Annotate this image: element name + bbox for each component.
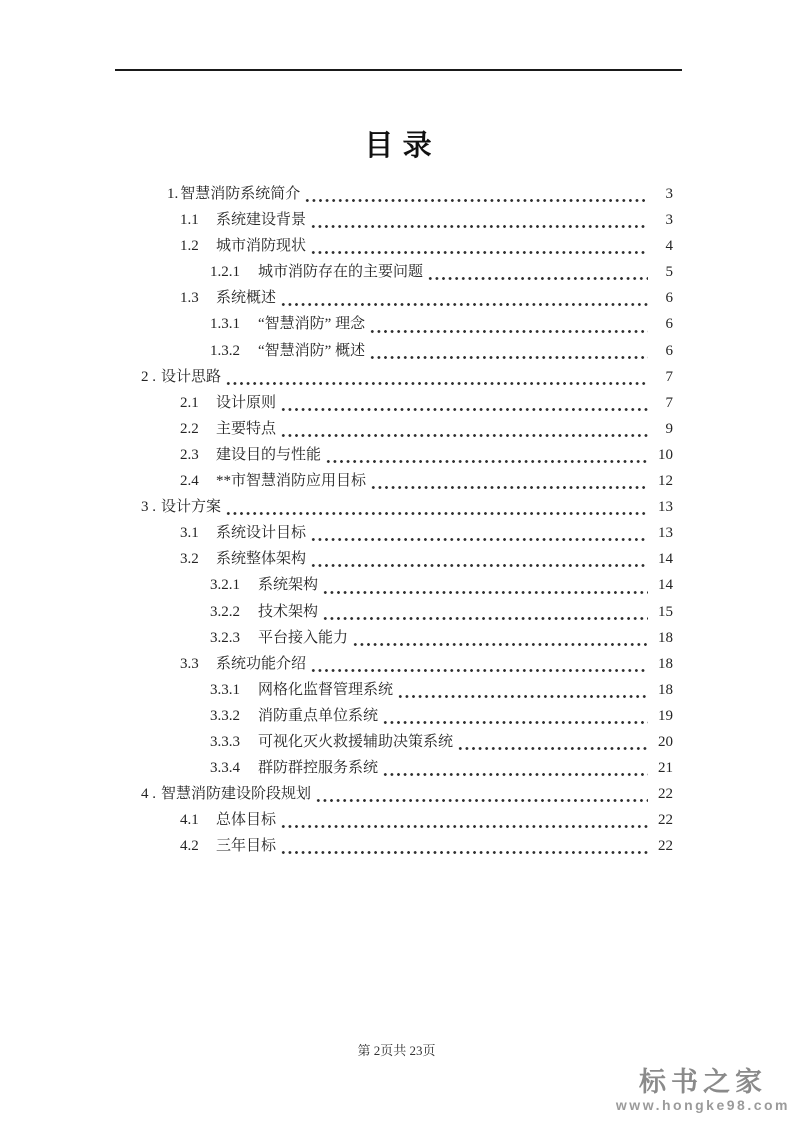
toc-entry-label: 城市消防现状: [216, 238, 307, 255]
toc-entry: [120, 207, 673, 233]
toc-entry-number: 2.2: [180, 420, 199, 437]
toc-entry-page: 22: [658, 838, 673, 855]
toc-dot-leader: [315, 781, 648, 807]
toc-entry-number: 3.2.1: [210, 577, 240, 594]
toc-entry-number: 4.2: [180, 838, 199, 855]
toc-entry-number: 4.1: [180, 812, 199, 829]
toc-entry-page: 20: [658, 733, 673, 750]
toc-dot-leader: [427, 259, 648, 285]
toc-entry-label: 主要特点: [216, 420, 277, 437]
toc-entry: [120, 181, 673, 207]
toc-entry-page: 3: [665, 186, 673, 202]
toc-entry-label: 消防重点单位系统: [258, 707, 379, 724]
toc-entry-page: 22: [658, 812, 673, 829]
toc-entry-label: 总体目标: [216, 812, 277, 829]
toc-entry: [120, 259, 673, 285]
toc-entry-page: 14: [658, 551, 673, 568]
toc-entry: [120, 703, 673, 729]
toc-entry-page: 7: [665, 394, 673, 411]
toc-entry: [120, 338, 673, 364]
toc-entry-page: 5: [665, 264, 673, 281]
toc-entry: [120, 233, 673, 259]
toc-entry-number: 1.1: [180, 212, 199, 229]
toc-entry: [120, 285, 673, 311]
toc-entry: [120, 311, 673, 337]
toc-entry-page: 14: [658, 577, 673, 594]
toc-entry-number: 4 .: [141, 786, 156, 803]
toc-entry: [120, 572, 673, 598]
toc-entry-label: 系统架构: [258, 577, 319, 594]
toc-entry-page: 18: [658, 629, 673, 646]
toc-entry-number: 1.2.1: [210, 264, 240, 281]
toc-entry: [120, 416, 673, 442]
toc-entry-label: “智慧消防” 概述: [258, 342, 366, 359]
toc-dot-leader: [369, 311, 648, 337]
toc-entry: [120, 755, 673, 781]
toc-entry-number: 3.3.1: [210, 681, 240, 698]
toc-entry-label: 系统概述: [216, 290, 277, 307]
toc-entry-page: 6: [665, 316, 673, 333]
toc-entry-page: 18: [658, 681, 673, 698]
toc-dot-leader: [310, 546, 648, 572]
toc-entry-number: 3 .: [141, 499, 156, 516]
toc-entry-page: 13: [658, 525, 673, 542]
toc-dot-leader: [457, 729, 648, 755]
toc-list: [120, 181, 673, 859]
toc-entry-number: 1.3.2: [210, 342, 240, 359]
toc-entry: [120, 781, 673, 807]
toc-entry-label: 系统整体架构: [216, 551, 307, 568]
toc-entry-page: 3: [665, 212, 673, 229]
toc-entry-number: 3.2: [180, 551, 199, 568]
toc-entry-label: 可视化灭火救援辅助决策系统: [258, 733, 454, 750]
toc-dot-leader: [304, 181, 648, 207]
toc-entry-label: 设计方案: [161, 499, 222, 516]
toc-entry-page: 12: [658, 473, 673, 490]
toc-entry: [120, 546, 673, 572]
toc-entry-page: 10: [658, 446, 673, 463]
toc-entry-number: 3.3.2: [210, 707, 240, 724]
toc-entry-page: 21: [658, 760, 673, 777]
toc-entry-label: 智慧消防系统简介: [180, 186, 301, 202]
toc-entry-label: 系统功能介绍: [216, 655, 307, 672]
watermark: [616, 1068, 790, 1113]
toc-entry: [120, 364, 673, 390]
toc-entry-page: 13: [658, 499, 673, 516]
toc-entry-label: 网格化监督管理系统: [258, 681, 394, 698]
toc-entry-number: 2.4: [180, 473, 199, 490]
toc-entry: [120, 677, 673, 703]
toc-entry-page: 18: [658, 655, 673, 672]
toc-entry: [120, 651, 673, 677]
toc-entry-label: 群防群控服务系统: [258, 760, 379, 777]
toc-dot-leader: [322, 599, 648, 625]
toc-entry-label: 系统设计目标: [216, 525, 307, 542]
toc-entry-label: “智慧消防” 理念: [258, 316, 366, 333]
toc-entry-label: 平台接入能力: [258, 629, 349, 646]
toc-entry-label: 智慧消防建设阶段规划: [161, 786, 312, 803]
toc-entry-number: 1.3: [180, 290, 199, 307]
toc-dot-leader: [310, 233, 648, 259]
toc-entry-number: 3.3.3: [210, 733, 240, 750]
toc-entry-page: 15: [658, 603, 673, 620]
toc-entry: [120, 833, 673, 859]
toc-entry: [120, 599, 673, 625]
toc-dot-leader: [280, 390, 648, 416]
toc-dot-leader: [325, 442, 648, 468]
toc-entry-page: 6: [665, 342, 673, 359]
toc-entry-page: 19: [658, 707, 673, 724]
toc-dot-leader: [369, 338, 648, 364]
toc-dot-leader: [280, 833, 648, 859]
toc-entry-label: 系统建设背景: [216, 212, 307, 229]
toc-entry: [120, 729, 673, 755]
toc-entry-label: 设计思路: [161, 368, 222, 385]
toc-dot-leader: [310, 520, 648, 546]
toc-dot-leader: [382, 703, 648, 729]
toc-entry: [120, 520, 673, 546]
toc-entry-number: 3.2.3: [210, 629, 240, 646]
toc-dot-leader: [225, 494, 648, 520]
toc-entry-label: 技术架构: [258, 603, 319, 620]
toc-dot-leader: [280, 416, 648, 442]
watermark-url: www.hongke98.com: [615, 1097, 790, 1113]
toc-entry: [120, 494, 673, 520]
toc-entry-label: 建设目的与性能: [216, 446, 322, 463]
toc-entry-number: 1.2: [180, 238, 199, 255]
toc-dot-leader: [310, 207, 648, 233]
toc-entry-page: 4: [665, 238, 673, 255]
toc-entry-number: 3.3: [180, 655, 199, 672]
toc-entry: [120, 807, 673, 833]
toc-entry: [120, 625, 673, 651]
watermark-brand: 标书之家: [638, 1066, 767, 1097]
toc-entry: [120, 468, 673, 494]
toc-entry-number: 2.3: [180, 446, 199, 463]
toc-dot-leader: [370, 468, 648, 494]
toc-entry-number: 3.3.4: [210, 760, 240, 777]
toc-entry-page: 9: [665, 420, 673, 437]
toc-dot-leader: [310, 651, 648, 677]
toc-title: 目 录: [364, 130, 433, 162]
toc-dot-leader: [352, 625, 648, 651]
toc-dot-leader: [382, 755, 648, 781]
page-footer: 第 2页共 23页: [357, 1043, 436, 1058]
toc-entry-number: 1.3.1: [210, 316, 240, 333]
toc-entry-label: 设计原则: [216, 394, 277, 411]
toc-entry: [120, 390, 673, 416]
toc-dot-leader: [397, 677, 648, 703]
header-rule: [115, 69, 682, 71]
toc-entry-label: 城市消防存在的主要问题: [258, 264, 424, 281]
toc-entry-page: 22: [658, 786, 673, 803]
toc-entry: [120, 442, 673, 468]
toc-entry-page: 7: [665, 368, 673, 385]
toc-entry-label: **市智慧消防应用目标: [216, 473, 367, 490]
toc-entry-page: 6: [665, 290, 673, 307]
toc-dot-leader: [280, 285, 648, 311]
toc-entry-number: 3.2.2: [210, 603, 240, 620]
toc-dot-leader: [280, 807, 648, 833]
toc-entry-number: 3.1: [180, 525, 199, 542]
toc-entry-number: 2 .: [141, 368, 156, 385]
toc-dot-leader: [322, 572, 648, 598]
toc-dot-leader: [225, 364, 648, 390]
toc-entry-number: 1.: [167, 186, 179, 202]
toc-entry-number: 2.1: [180, 394, 199, 411]
toc-entry-label: 三年目标: [216, 838, 277, 855]
